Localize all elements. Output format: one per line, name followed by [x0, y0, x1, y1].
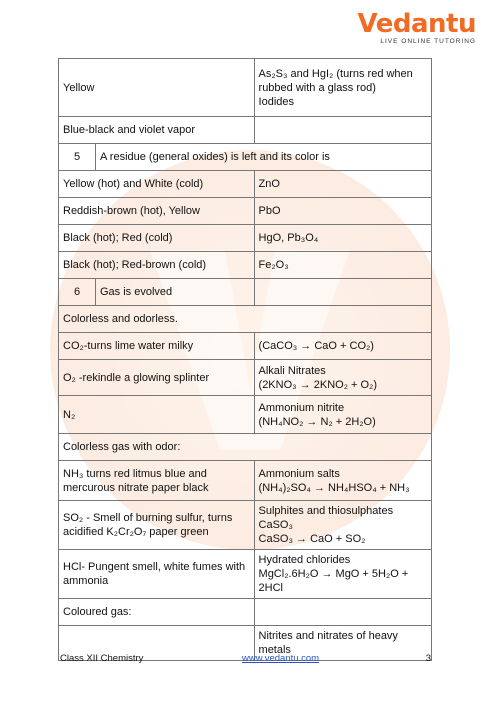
cell-full: Colorless gas with odor:	[59, 434, 432, 461]
cell-right	[254, 59, 431, 117]
cell-line: Iodides	[258, 95, 295, 108]
cell-line: Ammonium nitrite	[258, 401, 345, 414]
cell-line: rubbed with a glass rod)	[258, 81, 376, 94]
cell-line: (NH₄NO₂ → N₂ + 2H₂O)	[258, 415, 376, 428]
cell-right: Fe₂O₃	[254, 252, 431, 279]
table-row	[59, 461, 432, 501]
cell-left: O₂ -rekindle a glowing splinter	[59, 360, 255, 396]
brand-tagline: LIVE ONLINE TUTORING	[380, 38, 476, 45]
table-row	[59, 279, 432, 306]
table-row	[59, 333, 432, 360]
cell-right	[254, 550, 431, 599]
table-row	[59, 360, 432, 396]
cell-left	[59, 550, 255, 599]
cell-line: (NH₄)₂SO₄ → NH₄HSO₄ + NH₃	[258, 481, 410, 494]
table-row	[59, 59, 432, 117]
cell-right: PbO	[254, 198, 431, 225]
cell-left: CO₂-turns lime water milky	[59, 333, 255, 360]
cell-left: Coloured gas:	[59, 599, 255, 626]
cell-left: Black (hot); Red-brown (cold)	[59, 252, 255, 279]
table-row	[59, 396, 432, 434]
cell-left	[59, 501, 255, 550]
cell-right	[254, 360, 431, 396]
cell-right: ZnO	[254, 171, 431, 198]
cell-right	[254, 501, 431, 550]
cell-line: MgCl₂.6H₂O → MgO + 5H₂O + 2HCl	[258, 568, 409, 594]
cell-line: Hydrated chlorides	[258, 554, 351, 566]
cell-line: Alkali Nitrates	[258, 364, 326, 377]
cell-line: ammonia	[63, 575, 109, 587]
table-row	[59, 171, 432, 198]
cell-left	[59, 461, 255, 501]
brand-name: Vedantu	[357, 9, 476, 39]
cell-left: N₂	[59, 396, 255, 434]
cell-line: Ammonium salts	[258, 467, 340, 480]
cell-line: SO₂ - Smell of burning sulfur, turns	[63, 512, 233, 524]
cell-right	[254, 279, 431, 306]
table-row	[59, 306, 432, 333]
cell-right	[254, 117, 431, 144]
table-row	[59, 550, 432, 599]
table-row	[59, 225, 432, 252]
cell-right	[254, 396, 431, 434]
cell-full: Colorless and odorless.	[59, 306, 432, 333]
cell-left: Yellow (hot) and White (cold)	[59, 171, 255, 198]
brand-logo	[358, 10, 476, 45]
cell-line: As₂S₃ and HgI₂ (turns red when	[258, 67, 413, 80]
footer-link[interactable]: www.vedantu.com	[242, 653, 320, 664]
cell-left: Reddish-brown (hot), Yellow	[59, 198, 255, 225]
cell-line: HCl- Pungent smell, white fumes with	[63, 561, 246, 573]
cell-left: Yellow	[59, 59, 255, 117]
cell-left: Blue-black and violet vapor	[59, 117, 255, 144]
cell-right	[254, 461, 431, 501]
cell-line: acidified K₂Cr₂O₇ paper green	[63, 526, 209, 538]
cell-right: HgO, Pb₃O₄	[254, 225, 431, 252]
table-row	[59, 144, 432, 171]
cell-right	[254, 599, 431, 626]
data-table	[58, 58, 432, 661]
row-number: 6	[59, 279, 96, 306]
table-row	[59, 198, 432, 225]
table-row	[59, 501, 432, 550]
table-row	[59, 117, 432, 144]
cell-line: Sulphites and thiosulphates CaSO₃	[258, 505, 394, 531]
cell-heading: Gas is evolved	[96, 279, 255, 306]
cell-heading: A residue (general oxides) is left and its color is	[96, 144, 432, 171]
table-row	[59, 434, 432, 461]
cell-right: Nitrites and nitrates of heavy metals	[254, 626, 431, 661]
footer-subject: Class XII Chemistry	[60, 653, 144, 664]
cell-line: NH₃ turns red litmus blue and	[63, 467, 207, 480]
cell-line: mercurous nitrate paper black	[63, 481, 209, 494]
page-number: 3	[425, 653, 431, 664]
cell-left: Black (hot); Red (cold)	[59, 225, 255, 252]
cell-line: (2KNO₃ → 2KNO₂ + O₂)	[258, 378, 377, 391]
row-number: 5	[59, 144, 96, 171]
table-row	[59, 599, 432, 626]
table-row	[59, 252, 432, 279]
cell-line: CaSO₃ → CaO + SO₂	[258, 533, 366, 545]
cell-right: (CaCO₃ → CaO + CO₂)	[254, 333, 431, 360]
